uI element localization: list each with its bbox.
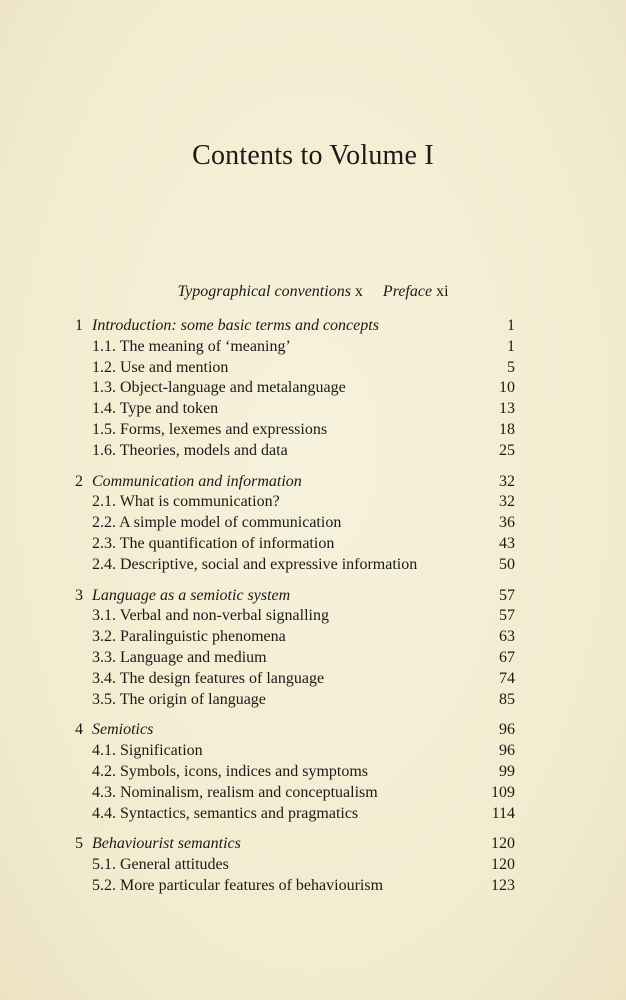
section-label [92, 513, 341, 534]
section-page: 114 [491, 804, 515, 822]
chapter-page: 57 [499, 586, 515, 604]
section-title: Syntactics, semantics and pragmatics [120, 804, 359, 822]
section-title: Verbal and non-verbal signalling [119, 607, 329, 625]
section-label [92, 690, 266, 711]
section-label [92, 399, 218, 420]
section-label [92, 627, 286, 648]
section-page: 32 [499, 493, 515, 511]
section-label [92, 534, 334, 555]
table-of-contents [75, 316, 515, 907]
section-title: The quantification of information [119, 534, 335, 552]
chapter-number: 4 [75, 721, 83, 739]
section-label [92, 606, 329, 627]
chapter-title: Behaviourist semantics [92, 835, 241, 853]
section-entry [75, 804, 515, 825]
section-entry [75, 534, 515, 555]
section-number: 2.4. [92, 555, 116, 573]
section-entry [75, 627, 515, 648]
section-title: Paralinguistic phenomena [120, 628, 286, 646]
section-number: 4.2. [92, 762, 116, 780]
section-label [92, 876, 383, 897]
section-entry [75, 492, 515, 513]
section-number: 3.5. [92, 690, 116, 708]
section-page: 1 [507, 337, 515, 355]
section-page: 120 [491, 856, 515, 874]
section-number: 1.1. [92, 337, 116, 355]
chapter-block [75, 472, 515, 576]
chapter-number: 3 [75, 586, 83, 604]
section-label [92, 783, 378, 804]
section-entry [75, 358, 515, 379]
chapter-heading [75, 586, 515, 607]
section-number: 2.3. [92, 534, 116, 552]
section-entry [75, 420, 515, 441]
section-entry [75, 876, 515, 897]
chapter-page: 120 [491, 835, 515, 853]
section-number: 1.4. [92, 400, 116, 418]
preface-label: Preface [382, 283, 433, 300]
chapter-heading [75, 834, 515, 855]
page-title: Contents to Volume I [192, 140, 434, 171]
chapter-heading [75, 472, 515, 493]
section-number: 4.3. [92, 783, 116, 801]
section-page: 57 [499, 607, 515, 625]
section-title: Use and mention [120, 358, 229, 376]
section-label [92, 420, 327, 441]
section-entry [75, 399, 515, 420]
chapter-title: Introduction: some basic terms and concepts [92, 317, 379, 334]
section-label [92, 358, 228, 379]
section-number: 1.6. [92, 441, 116, 459]
section-entry [75, 606, 515, 627]
chapter-block [75, 586, 515, 711]
section-entry [75, 762, 515, 783]
section-label [92, 492, 280, 513]
section-entry [75, 783, 515, 804]
section-number: 3.3. [92, 648, 116, 666]
section-page: 74 [499, 669, 515, 687]
section-title: The origin of language [119, 690, 266, 708]
chapter-number: 1 [75, 317, 83, 334]
section-entry [75, 378, 515, 399]
section-page: 10 [499, 379, 515, 397]
section-title: A simple model of communication [119, 514, 342, 532]
section-page: 85 [499, 690, 515, 708]
section-entry [75, 648, 515, 669]
section-label [92, 762, 368, 783]
section-title: The meaning of ‘meaning’ [119, 337, 291, 355]
chapter-number: 2 [75, 472, 83, 490]
chapter-heading [75, 316, 515, 337]
section-title: Theories, models and data [119, 441, 288, 459]
section-number: 1.2. [92, 358, 116, 376]
section-entry [75, 441, 515, 462]
preface-page: xi [436, 283, 449, 300]
chapter-heading [75, 720, 515, 741]
section-label [92, 555, 417, 576]
section-label [92, 648, 267, 669]
section-label [92, 669, 324, 690]
section-page: 99 [499, 762, 515, 780]
section-number: 2.1. [92, 493, 116, 511]
section-page: 96 [499, 742, 515, 760]
section-page: 50 [499, 555, 515, 573]
chapter-block [75, 720, 515, 824]
section-number: 2.2. [92, 514, 116, 532]
section-label [92, 855, 229, 876]
section-number: 3.2. [92, 628, 116, 646]
section-label [92, 378, 346, 399]
section-entry [75, 555, 515, 576]
section-title: Object-language and metalanguage [120, 379, 346, 397]
section-title: Descriptive, social and expressive information [120, 555, 418, 573]
conventions-label: Typographical conventions [177, 283, 351, 300]
chapter-page: 1 [507, 317, 515, 334]
section-page: 18 [499, 420, 515, 438]
section-title: What is communication? [119, 493, 280, 511]
section-number: 3.1. [92, 607, 116, 625]
section-number: 5.2. [92, 876, 116, 894]
section-number: 4.4. [92, 804, 116, 822]
section-label [92, 741, 203, 762]
section-label [92, 337, 291, 358]
chapter-page: 96 [499, 721, 515, 739]
section-number: 3.4. [92, 669, 116, 687]
chapter-title: Communication and information [92, 472, 302, 490]
section-title: General attitudes [120, 856, 229, 874]
section-page: 13 [499, 400, 515, 418]
chapter-number: 5 [75, 835, 83, 853]
section-title: Type and token [119, 400, 219, 418]
section-title: Language and medium [120, 648, 267, 666]
section-title: Symbols, icons, indices and symptoms [120, 762, 368, 780]
section-title: More particular features of behaviourism [120, 876, 384, 894]
section-entry [75, 690, 515, 711]
section-page: 25 [499, 441, 515, 459]
section-number: 1.5. [92, 420, 116, 438]
section-page: 67 [499, 648, 515, 666]
section-page: 5 [507, 358, 515, 376]
section-title: The design features of language [119, 669, 325, 687]
chapter-title: Language as a semiotic system [92, 586, 291, 604]
chapter-block [75, 316, 515, 462]
section-entry [75, 855, 515, 876]
chapter-block [75, 834, 515, 896]
section-page: 123 [491, 876, 515, 894]
section-entry [75, 337, 515, 358]
section-entry [75, 669, 515, 690]
section-title: Forms, lexemes and expressions [120, 420, 328, 438]
section-page: 63 [499, 628, 515, 646]
section-label [92, 441, 288, 462]
section-page: 36 [499, 514, 515, 532]
section-entry [75, 741, 515, 762]
section-number: 5.1. [92, 856, 116, 874]
frontmatter-line [0, 283, 626, 301]
chapter-page: 32 [499, 472, 515, 490]
conventions-page: x [354, 283, 363, 300]
section-label [92, 804, 358, 825]
section-number: 1.3. [92, 379, 116, 397]
section-entry [75, 513, 515, 534]
section-title: Nominalism, realism and conceptualism [120, 783, 378, 801]
section-title: Signification [120, 742, 203, 760]
section-page: 109 [491, 783, 515, 801]
section-page: 43 [499, 534, 515, 552]
chapter-title: Semiotics [92, 721, 154, 739]
section-number: 4.1. [92, 742, 116, 760]
